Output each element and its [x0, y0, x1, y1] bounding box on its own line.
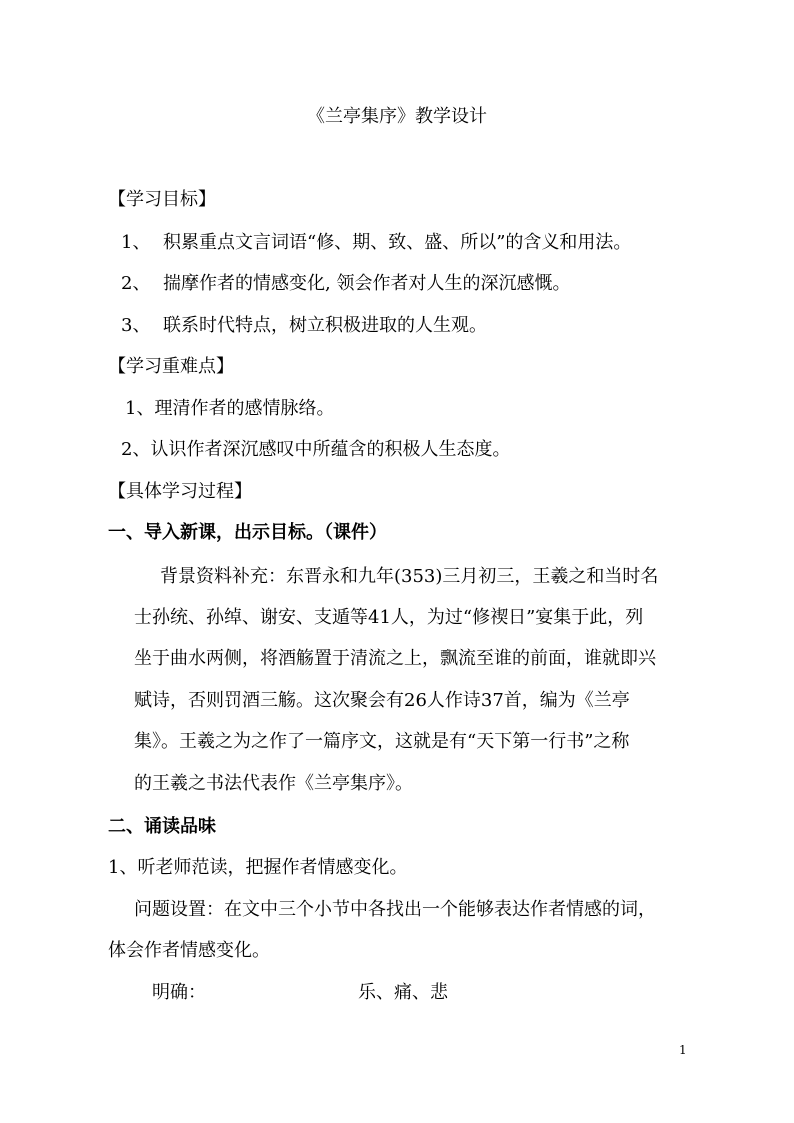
background-line-6: 的王羲之书法代表作《兰亭集序》。 [134, 773, 413, 794]
page-number: 1 [679, 1043, 687, 1057]
background-line-1: 背景资料补充：东晋永和九年(353)三月初三，王羲之和当时名 [160, 566, 659, 587]
process-heading: 【具体学习过程】 [108, 481, 252, 502]
goals-heading: 【学习目标】 [108, 189, 216, 210]
background-line-5: 集》。王羲之为之作了一篇序文，这就是有“天下第一行书”之称 [134, 731, 630, 752]
answer-label: 明确： [152, 982, 206, 1003]
document-title: 《兰亭集序》教学设计 [307, 106, 487, 127]
step-1: 1、听老师范读，把握作者情感变化。 [108, 857, 408, 878]
goal-number: 2、 [121, 273, 151, 294]
goal-number: 3、 [121, 315, 151, 336]
answer-text: 乐、痛、悲 [358, 982, 448, 1003]
goal-item-2 [121, 272, 570, 296]
difficulty-item-1: 1、理清作者的感情脉络。 [125, 398, 335, 419]
goal-item-3 [121, 314, 487, 338]
background-line-4: 赋诗，否则罚酒三觞。这次聚会有26人作诗37首，编为《兰亭 [134, 690, 630, 711]
goal-text: 积累重点文言词语“修、期、致、盛、所以”的含义和用法。 [163, 232, 632, 253]
goal-number: 1、 [121, 232, 151, 253]
section-2-heading: 二、诵读品味 [108, 816, 216, 837]
goal-text: 联系时代特点，树立积极进取的人生观。 [163, 315, 487, 336]
section-1-heading: 一、导入新课，出示目标。（课件） [108, 522, 387, 543]
goal-text: 揣摩作者的情感变化, 领会作者对人生的深沉感慨。 [163, 273, 571, 294]
question-line-1: 问题设置：在文中三个小节中各找出一个能够表达作者情感的词， [134, 899, 656, 920]
question-line-2: 体会作者情感变化。 [108, 940, 270, 961]
goal-item-1 [121, 231, 631, 255]
difficulty-heading: 【学习重难点】 [108, 356, 234, 377]
difficulty-item-2: 2、认识作者深沉感叹中所蕴含的积极人生态度。 [121, 439, 511, 460]
background-line-3: 坐于曲水两侧，将酒觞置于清流之上，飘流至谁的前面，谁就即兴 [134, 648, 656, 669]
background-line-2: 士孙统、孙绰、谢安、支遁等41人，为过“修禊日”宴集于此，列 [134, 607, 644, 628]
